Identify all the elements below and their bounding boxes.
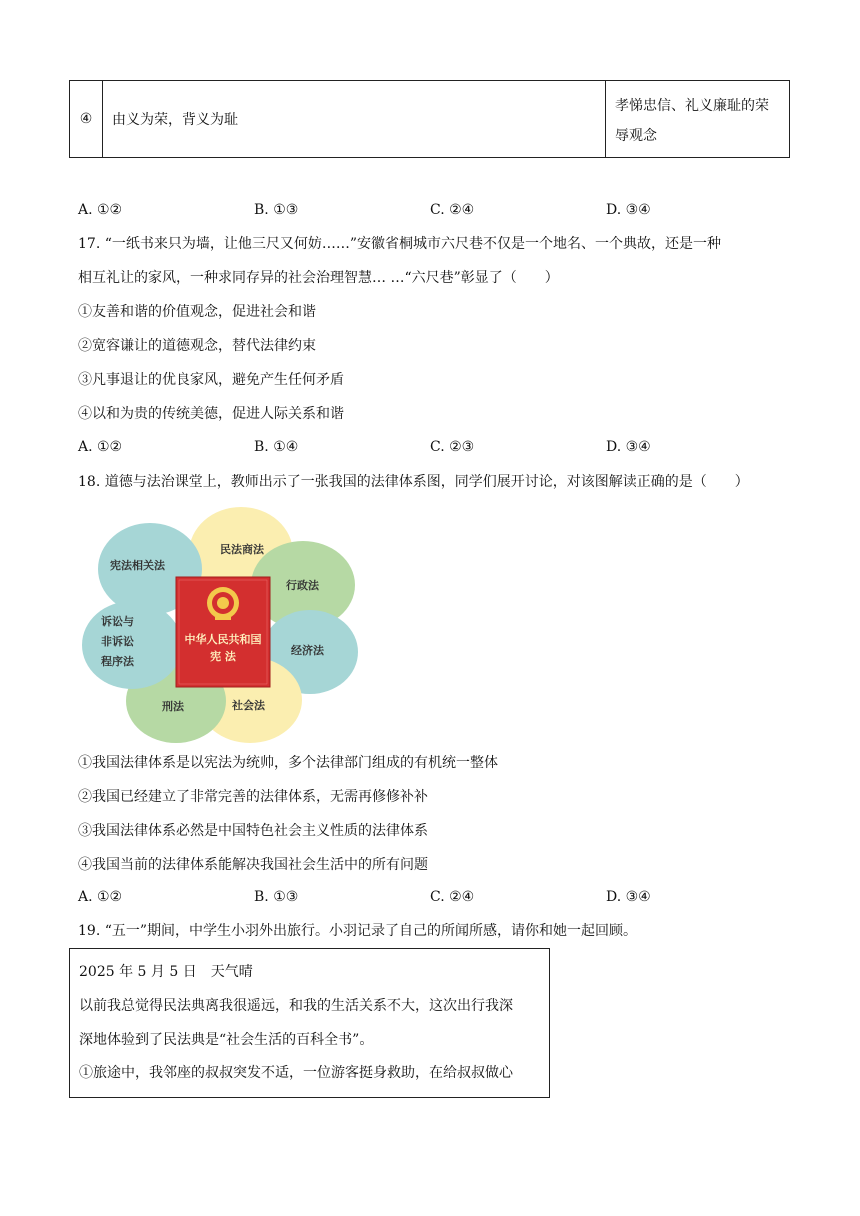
diary-date: 2025 年 5 月 5 日 天气晴 <box>79 964 253 980</box>
q17-item-3: ③凡事退让的优良家风，避免产生任何矛盾 <box>78 372 344 388</box>
policy-table-row <box>69 80 790 158</box>
q18-option-b[interactable]: B. ①③ <box>254 889 299 905</box>
q18-item-1: ①我国法律体系是以宪法为统帅，多个法律部门组成的有机统一整体 <box>78 755 498 771</box>
q17-item-4: ④以和为贵的传统美德，促进人际关系和谐 <box>78 406 344 422</box>
book-title-line2: 宪 法 <box>210 650 236 663</box>
diary-line2: 深地体验到了民法典是“社会生活的百科全书”。 <box>79 1032 374 1048</box>
q16-option-a[interactable]: A. ①② <box>78 202 123 218</box>
row-content: 由义为荣，背义为耻 <box>102 81 606 157</box>
q18-item-2: ②我国已经建立了非常完善的法律体系，无需再修修补补 <box>78 789 428 805</box>
petal-label-xingzheng: 行政法 <box>286 579 319 592</box>
q17-option-c[interactable]: C. ②③ <box>430 439 475 455</box>
row-right-cell <box>607 81 789 157</box>
petal-label-susong-1: 诉讼与 <box>101 615 134 628</box>
petal-label-shehui: 社会法 <box>232 699 265 712</box>
diary-line1: 以前我总觉得民法典离我很遥远，和我的生活关系不大，这次出行我深 <box>79 998 513 1014</box>
book-title-line1: 中华人民共和国 <box>184 633 262 646</box>
q16-option-d[interactable]: D. ③④ <box>606 202 651 218</box>
travel-diary-box <box>69 948 550 1098</box>
row-right-line1: 孝悌忠信、礼义廉耻的荣 <box>615 98 769 114</box>
q16-option-b[interactable]: B. ①③ <box>254 202 299 218</box>
q18-stem: 18. 道德与法治课堂上，教师出示了一张我国的法律体系图，同学们展开讨论，对该图解读正确的是（ ） <box>78 474 749 490</box>
petal-label-susong-2: 非诉讼 <box>101 635 134 648</box>
q17-item-1: ①友善和谐的价值观念，促进社会和谐 <box>78 304 316 320</box>
q17-stem-line2: 相互礼让的家风，一种求同存异的社会治理智慧… …“六尺巷”彰显了（ ） <box>78 270 559 286</box>
q17-option-d[interactable]: D. ③④ <box>606 439 651 455</box>
q17-item-2: ②宽容谦让的道德观念，替代法律约束 <box>78 338 316 354</box>
row-right-line2: 辱观念 <box>615 128 657 144</box>
q18-item-3: ③我国法律体系必然是中国特色社会主义性质的法律体系 <box>78 823 428 839</box>
petal-label-xianfa: 宪法相关法 <box>110 559 165 572</box>
row-number: ④ <box>70 81 103 157</box>
petal-label-minshang: 民法商法 <box>220 543 264 556</box>
q18-option-c[interactable]: C. ②④ <box>430 889 475 905</box>
q16-option-c[interactable]: C. ②④ <box>430 202 475 218</box>
q19-stem: 19. “五一”期间，中学生小羽外出旅行。小羽记录了自己的所闻所感，请你和她一起回顾。 <box>78 923 638 939</box>
legal-system-diagram <box>78 505 363 743</box>
diary-line3: ①旅途中，我邻座的叔叔突发不适，一位游客挺身救助，在给叔叔做心 <box>79 1065 513 1081</box>
petal-label-jingji: 经济法 <box>291 644 324 657</box>
q17-stem-line1: 17. “一纸书来只为墙，让他三尺又何妨……”安徽省桐城市六尺巷不仅是一个地名、一个典故，还是一种 <box>78 236 722 252</box>
petal-label-xingfa: 刑法 <box>162 700 184 713</box>
q18-option-a[interactable]: A. ①② <box>78 889 123 905</box>
q17-option-a[interactable]: A. ①② <box>78 439 123 455</box>
q18-item-4: ④我国当前的法律体系能解决我国社会生活中的所有问题 <box>78 857 428 873</box>
q17-option-b[interactable]: B. ①④ <box>254 439 299 455</box>
petal-label-susong-3: 程序法 <box>101 655 134 668</box>
q18-option-d[interactable]: D. ③④ <box>606 889 651 905</box>
